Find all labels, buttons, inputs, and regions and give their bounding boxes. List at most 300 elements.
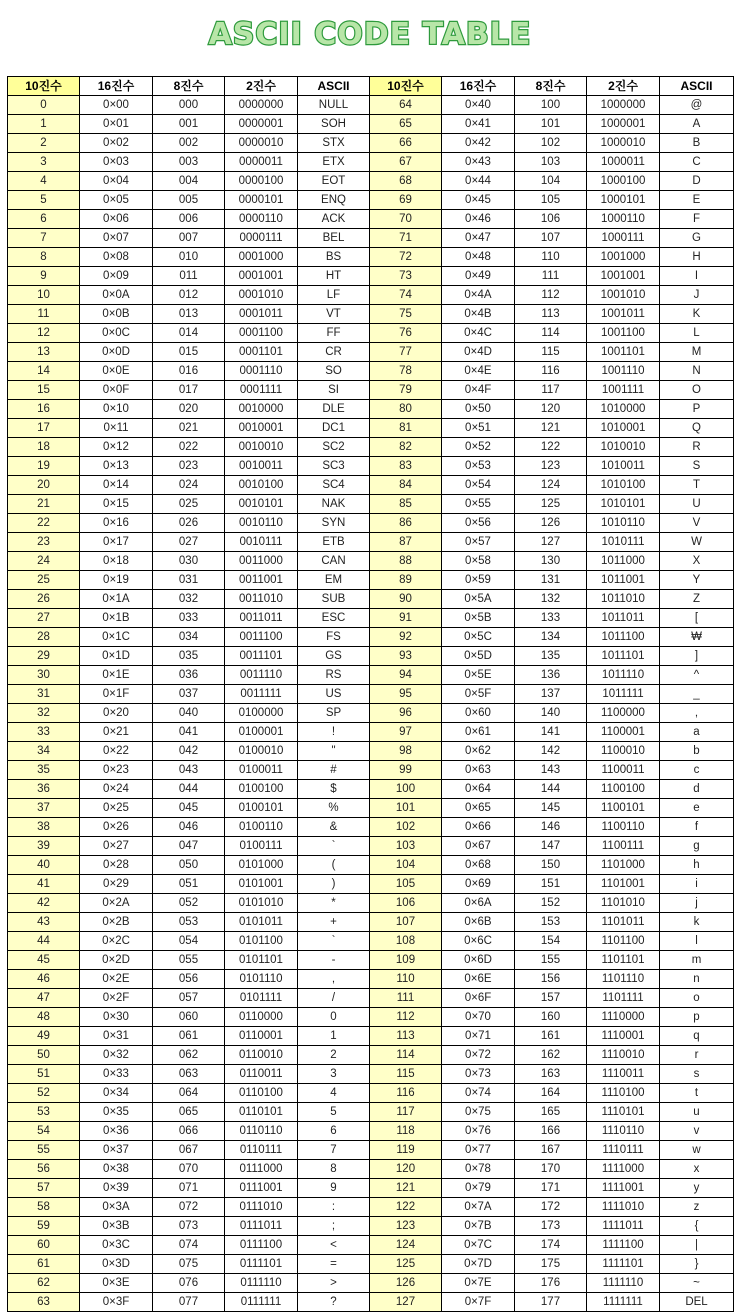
binary-cell: 0001001 (225, 267, 298, 286)
decimal-cell: 5 (8, 191, 80, 210)
decimal-cell: 1 (8, 115, 80, 134)
hex-cell: 0×54 (442, 476, 515, 495)
hex-cell: 0×04 (80, 172, 153, 191)
octal-cell: 151 (515, 875, 587, 894)
decimal-cell: 110 (370, 970, 442, 989)
table-row (8, 685, 734, 704)
decimal-cell: 115 (370, 1065, 442, 1084)
table-row (8, 818, 734, 837)
binary-cell: 0111011 (225, 1217, 298, 1236)
binary-cell: 1111101 (587, 1255, 660, 1274)
table-row (8, 704, 734, 723)
binary-cell: 0101000 (225, 856, 298, 875)
octal-cell: 141 (515, 723, 587, 742)
table-row (8, 1217, 734, 1236)
octal-cell: 113 (515, 305, 587, 324)
hex-cell: 0×16 (80, 514, 153, 533)
ascii-cell: K (660, 305, 734, 324)
ascii-cell: 0 (298, 1008, 370, 1027)
table-row (8, 837, 734, 856)
decimal-cell: 65 (370, 115, 442, 134)
binary-cell: 0010010 (225, 438, 298, 457)
hex-cell: 0×79 (442, 1179, 515, 1198)
hex-cell: 0×68 (442, 856, 515, 875)
decimal-cell: 55 (8, 1141, 80, 1160)
ascii-cell: STX (298, 134, 370, 153)
hex-cell: 0×6E (442, 970, 515, 989)
binary-cell: 1010110 (587, 514, 660, 533)
ascii-cell: SYN (298, 514, 370, 533)
hex-cell: 0×60 (442, 704, 515, 723)
hex-cell: 0×24 (80, 780, 153, 799)
binary-cell: 0100100 (225, 780, 298, 799)
binary-cell: 1100000 (587, 704, 660, 723)
hex-cell: 0×21 (80, 723, 153, 742)
octal-cell: 137 (515, 685, 587, 704)
binary-cell: 1011001 (587, 571, 660, 590)
decimal-cell: 36 (8, 780, 80, 799)
decimal-cell: 17 (8, 419, 80, 438)
binary-cell: 1100111 (587, 837, 660, 856)
binary-cell: 0011011 (225, 609, 298, 628)
hex-cell: 0×08 (80, 248, 153, 267)
octal-cell: 013 (153, 305, 225, 324)
binary-cell: 1010000 (587, 400, 660, 419)
ascii-cell: } (660, 1255, 734, 1274)
hex-cell: 0×58 (442, 552, 515, 571)
binary-cell: 1111110 (587, 1274, 660, 1293)
octal-cell: 145 (515, 799, 587, 818)
decimal-cell: 7 (8, 229, 80, 248)
table-row (8, 1160, 734, 1179)
hex-cell: 0×62 (442, 742, 515, 761)
decimal-cell: 100 (370, 780, 442, 799)
binary-cell: 1010100 (587, 476, 660, 495)
binary-cell: 0000010 (225, 134, 298, 153)
hex-cell: 0×03 (80, 153, 153, 172)
binary-cell: 1101110 (587, 970, 660, 989)
hex-cell: 0×47 (442, 229, 515, 248)
decimal-cell: 18 (8, 438, 80, 457)
octal-cell: 036 (153, 666, 225, 685)
ascii-cell: ENQ (298, 191, 370, 210)
hex-cell: 0×23 (80, 761, 153, 780)
binary-cell: 1010011 (587, 457, 660, 476)
octal-cell: 177 (515, 1293, 587, 1312)
octal-cell: 060 (153, 1008, 225, 1027)
ascii-cell: j (660, 894, 734, 913)
hex-cell: 0×4F (442, 381, 515, 400)
hex-cell: 0×7B (442, 1217, 515, 1236)
octal-cell: 166 (515, 1122, 587, 1141)
decimal-cell: 113 (370, 1027, 442, 1046)
decimal-cell: 86 (370, 514, 442, 533)
decimal-cell: 6 (8, 210, 80, 229)
hex-cell: 0×42 (442, 134, 515, 153)
hex-cell: 0×6C (442, 932, 515, 951)
octal-cell: 115 (515, 343, 587, 362)
decimal-cell: 10 (8, 286, 80, 305)
ascii-cell: W (660, 533, 734, 552)
octal-cell: 067 (153, 1141, 225, 1160)
decimal-cell: 14 (8, 362, 80, 381)
ascii-cell: J (660, 286, 734, 305)
decimal-cell: 72 (370, 248, 442, 267)
decimal-cell: 97 (370, 723, 442, 742)
octal-cell: 042 (153, 742, 225, 761)
column-header: 10진수 (370, 77, 442, 96)
hex-cell: 0×7E (442, 1274, 515, 1293)
hex-cell: 0×2F (80, 989, 153, 1008)
octal-cell: 077 (153, 1293, 225, 1312)
title-graphic (0, 0, 740, 76)
ascii-cell: m (660, 951, 734, 970)
octal-cell: 106 (515, 210, 587, 229)
table-row (8, 362, 734, 381)
ascii-cell: FF (298, 324, 370, 343)
binary-cell: 0101001 (225, 875, 298, 894)
table-row (8, 1046, 734, 1065)
binary-cell: 1001110 (587, 362, 660, 381)
decimal-cell: 50 (8, 1046, 80, 1065)
octal-cell: 047 (153, 837, 225, 856)
binary-cell: 0111111 (225, 1293, 298, 1312)
ascii-cell: U (660, 495, 734, 514)
octal-cell: 144 (515, 780, 587, 799)
ascii-cell: ? (298, 1293, 370, 1312)
ascii-cell: NAK (298, 495, 370, 514)
ascii-cell: ETB (298, 533, 370, 552)
octal-cell: 170 (515, 1160, 587, 1179)
ascii-cell: F (660, 210, 734, 229)
table-row (8, 381, 734, 400)
decimal-cell: 20 (8, 476, 80, 495)
octal-cell: 152 (515, 894, 587, 913)
binary-cell: 1000000 (587, 96, 660, 115)
ascii-cell: q (660, 1027, 734, 1046)
binary-cell: 1100101 (587, 799, 660, 818)
decimal-cell: 26 (8, 590, 80, 609)
binary-cell: 1011011 (587, 609, 660, 628)
decimal-cell: 96 (370, 704, 442, 723)
octal-cell: 103 (515, 153, 587, 172)
hex-cell: 0×72 (442, 1046, 515, 1065)
hex-cell: 0×33 (80, 1065, 153, 1084)
decimal-cell: 76 (370, 324, 442, 343)
octal-cell: 066 (153, 1122, 225, 1141)
decimal-cell: 11 (8, 305, 80, 324)
octal-cell: 157 (515, 989, 587, 1008)
decimal-cell: 114 (370, 1046, 442, 1065)
hex-cell: 0×3D (80, 1255, 153, 1274)
decimal-cell: 22 (8, 514, 80, 533)
binary-cell: 1001101 (587, 343, 660, 362)
ascii-cell: { (660, 1217, 734, 1236)
hex-cell: 0×3F (80, 1293, 153, 1312)
binary-cell: 0100010 (225, 742, 298, 761)
table-row (8, 552, 734, 571)
hex-cell: 0×36 (80, 1122, 153, 1141)
binary-cell: 0000001 (225, 115, 298, 134)
hex-cell: 0×01 (80, 115, 153, 134)
hex-cell: 0×56 (442, 514, 515, 533)
ascii-cell: ETX (298, 153, 370, 172)
hex-cell: 0×7F (442, 1293, 515, 1312)
binary-cell: 0010001 (225, 419, 298, 438)
octal-cell: 022 (153, 438, 225, 457)
octal-cell: 070 (153, 1160, 225, 1179)
octal-cell: 140 (515, 704, 587, 723)
binary-cell: 0101101 (225, 951, 298, 970)
hex-cell: 0×27 (80, 837, 153, 856)
ascii-cell: N (660, 362, 734, 381)
decimal-cell: 31 (8, 685, 80, 704)
table-row (8, 1236, 734, 1255)
binary-cell: 0110001 (225, 1027, 298, 1046)
table-row (8, 495, 734, 514)
hex-cell: 0×0C (80, 324, 153, 343)
decimal-cell: 0 (8, 96, 80, 115)
ascii-cell: s (660, 1065, 734, 1084)
decimal-cell: 77 (370, 343, 442, 362)
binary-cell: 0000000 (225, 96, 298, 115)
decimal-cell: 51 (8, 1065, 80, 1084)
hex-cell: 0×06 (80, 210, 153, 229)
ascii-cell: n (660, 970, 734, 989)
decimal-cell: 73 (370, 267, 442, 286)
binary-cell: 1001111 (587, 381, 660, 400)
ascii-cell: k (660, 913, 734, 932)
ascii-cell: $ (298, 780, 370, 799)
octal-cell: 107 (515, 229, 587, 248)
table-body (8, 96, 734, 1312)
binary-cell: 0100011 (225, 761, 298, 780)
table-row (8, 191, 734, 210)
hex-cell: 0×73 (442, 1065, 515, 1084)
ascii-cell: # (298, 761, 370, 780)
hex-cell: 0×34 (80, 1084, 153, 1103)
table-row (8, 457, 734, 476)
ascii-cell: v (660, 1122, 734, 1141)
hex-cell: 0×44 (442, 172, 515, 191)
hex-cell: 0×61 (442, 723, 515, 742)
octal-cell: 003 (153, 153, 225, 172)
decimal-cell: 57 (8, 1179, 80, 1198)
binary-cell: 1110010 (587, 1046, 660, 1065)
hex-cell: 0×75 (442, 1103, 515, 1122)
decimal-cell: 28 (8, 628, 80, 647)
binary-cell: 0011001 (225, 571, 298, 590)
binary-cell: 0000011 (225, 153, 298, 172)
binary-cell: 0001110 (225, 362, 298, 381)
decimal-cell: 79 (370, 381, 442, 400)
octal-cell: 120 (515, 400, 587, 419)
binary-cell: 1101001 (587, 875, 660, 894)
binary-cell: 0000101 (225, 191, 298, 210)
table-row (8, 419, 734, 438)
binary-cell: 1001011 (587, 305, 660, 324)
table-row (8, 1179, 734, 1198)
decimal-cell: 44 (8, 932, 80, 951)
octal-cell: 052 (153, 894, 225, 913)
hex-cell: 0×6B (442, 913, 515, 932)
decimal-cell: 29 (8, 647, 80, 666)
octal-cell: 040 (153, 704, 225, 723)
binary-cell: 0110101 (225, 1103, 298, 1122)
binary-cell: 1111010 (587, 1198, 660, 1217)
decimal-cell: 15 (8, 381, 80, 400)
decimal-cell: 87 (370, 533, 442, 552)
table-row (8, 799, 734, 818)
ascii-cell: + (298, 913, 370, 932)
decimal-cell: 9 (8, 267, 80, 286)
ascii-cell: NULL (298, 96, 370, 115)
octal-cell: 016 (153, 362, 225, 381)
decimal-cell: 59 (8, 1217, 80, 1236)
binary-cell: 1011111 (587, 685, 660, 704)
decimal-cell: 58 (8, 1198, 80, 1217)
hex-cell: 0×5B (442, 609, 515, 628)
hex-cell: 0×31 (80, 1027, 153, 1046)
hex-cell: 0×0D (80, 343, 153, 362)
binary-cell: 0111101 (225, 1255, 298, 1274)
binary-cell: 1111000 (587, 1160, 660, 1179)
ascii-cell: i (660, 875, 734, 894)
decimal-cell: 104 (370, 856, 442, 875)
table-row (8, 115, 734, 134)
column-header: 10진수 (8, 77, 80, 96)
ascii-cell: SI (298, 381, 370, 400)
hex-cell: 0×55 (442, 495, 515, 514)
decimal-cell: 90 (370, 590, 442, 609)
table-row (8, 875, 734, 894)
octal-cell: 134 (515, 628, 587, 647)
decimal-cell: 108 (370, 932, 442, 951)
ascii-cell: P (660, 400, 734, 419)
octal-cell: 126 (515, 514, 587, 533)
ascii-cell: SC2 (298, 438, 370, 457)
decimal-cell: 13 (8, 343, 80, 362)
ascii-cell: LF (298, 286, 370, 305)
hex-cell: 0×12 (80, 438, 153, 457)
octal-cell: 110 (515, 248, 587, 267)
decimal-cell: 99 (370, 761, 442, 780)
binary-cell: 0111010 (225, 1198, 298, 1217)
ascii-cell: * (298, 894, 370, 913)
hex-cell: 0×02 (80, 134, 153, 153)
hex-cell: 0×22 (80, 742, 153, 761)
hex-cell: 0×77 (442, 1141, 515, 1160)
table-row (8, 1198, 734, 1217)
binary-cell: 0110110 (225, 1122, 298, 1141)
ascii-cell: SOH (298, 115, 370, 134)
binary-cell: 1101010 (587, 894, 660, 913)
octal-cell: 004 (153, 172, 225, 191)
decimal-cell: 80 (370, 400, 442, 419)
hex-cell: 0×15 (80, 495, 153, 514)
decimal-cell: 109 (370, 951, 442, 970)
table-row (8, 761, 734, 780)
ascii-cell: ; (298, 1217, 370, 1236)
octal-cell: 154 (515, 932, 587, 951)
decimal-cell: 12 (8, 324, 80, 343)
table-row (8, 1255, 734, 1274)
ascii-cell: D (660, 172, 734, 191)
octal-cell: 147 (515, 837, 587, 856)
octal-cell: 000 (153, 96, 225, 115)
binary-cell: 1011000 (587, 552, 660, 571)
table-row (8, 514, 734, 533)
hex-cell: 0×6D (442, 951, 515, 970)
octal-cell: 124 (515, 476, 587, 495)
octal-cell: 116 (515, 362, 587, 381)
ascii-cell: SO (298, 362, 370, 381)
binary-cell: 0110010 (225, 1046, 298, 1065)
octal-cell: 074 (153, 1236, 225, 1255)
decimal-cell: 74 (370, 286, 442, 305)
hex-cell: 0×45 (442, 191, 515, 210)
ascii-cell: ESC (298, 609, 370, 628)
octal-cell: 176 (515, 1274, 587, 1293)
hex-cell: 0×09 (80, 267, 153, 286)
decimal-cell: 93 (370, 647, 442, 666)
octal-cell: 061 (153, 1027, 225, 1046)
octal-cell: 075 (153, 1255, 225, 1274)
octal-cell: 153 (515, 913, 587, 932)
ascii-cell: 5 (298, 1103, 370, 1122)
binary-cell: 1110110 (587, 1122, 660, 1141)
ascii-cell: E (660, 191, 734, 210)
decimal-cell: 61 (8, 1255, 80, 1274)
decimal-cell: 34 (8, 742, 80, 761)
binary-cell: 1101011 (587, 913, 660, 932)
ascii-cell: CAN (298, 552, 370, 571)
octal-cell: 023 (153, 457, 225, 476)
ascii-cell: VT (298, 305, 370, 324)
binary-cell: 0101010 (225, 894, 298, 913)
octal-cell: 027 (153, 533, 225, 552)
octal-cell: 174 (515, 1236, 587, 1255)
binary-cell: 1000100 (587, 172, 660, 191)
binary-cell: 1101101 (587, 951, 660, 970)
octal-cell: 114 (515, 324, 587, 343)
binary-cell: 1000110 (587, 210, 660, 229)
binary-cell: 0001111 (225, 381, 298, 400)
binary-cell: 1100110 (587, 818, 660, 837)
ascii-cell: " (298, 742, 370, 761)
ascii-cell: ] (660, 647, 734, 666)
octal-cell: 015 (153, 343, 225, 362)
table-row (8, 210, 734, 229)
ascii-cell: | (660, 1236, 734, 1255)
octal-cell: 035 (153, 647, 225, 666)
binary-cell: 0101011 (225, 913, 298, 932)
decimal-cell: 71 (370, 229, 442, 248)
decimal-cell: 105 (370, 875, 442, 894)
hex-cell: 0×38 (80, 1160, 153, 1179)
octal-cell: 133 (515, 609, 587, 628)
ascii-cell: , (660, 704, 734, 723)
decimal-cell: 27 (8, 609, 80, 628)
octal-cell: 162 (515, 1046, 587, 1065)
octal-cell: 014 (153, 324, 225, 343)
octal-cell: 102 (515, 134, 587, 153)
decimal-cell: 126 (370, 1274, 442, 1293)
binary-cell: 1000101 (587, 191, 660, 210)
decimal-cell: 89 (370, 571, 442, 590)
octal-cell: 046 (153, 818, 225, 837)
ascii-cell: SUB (298, 590, 370, 609)
